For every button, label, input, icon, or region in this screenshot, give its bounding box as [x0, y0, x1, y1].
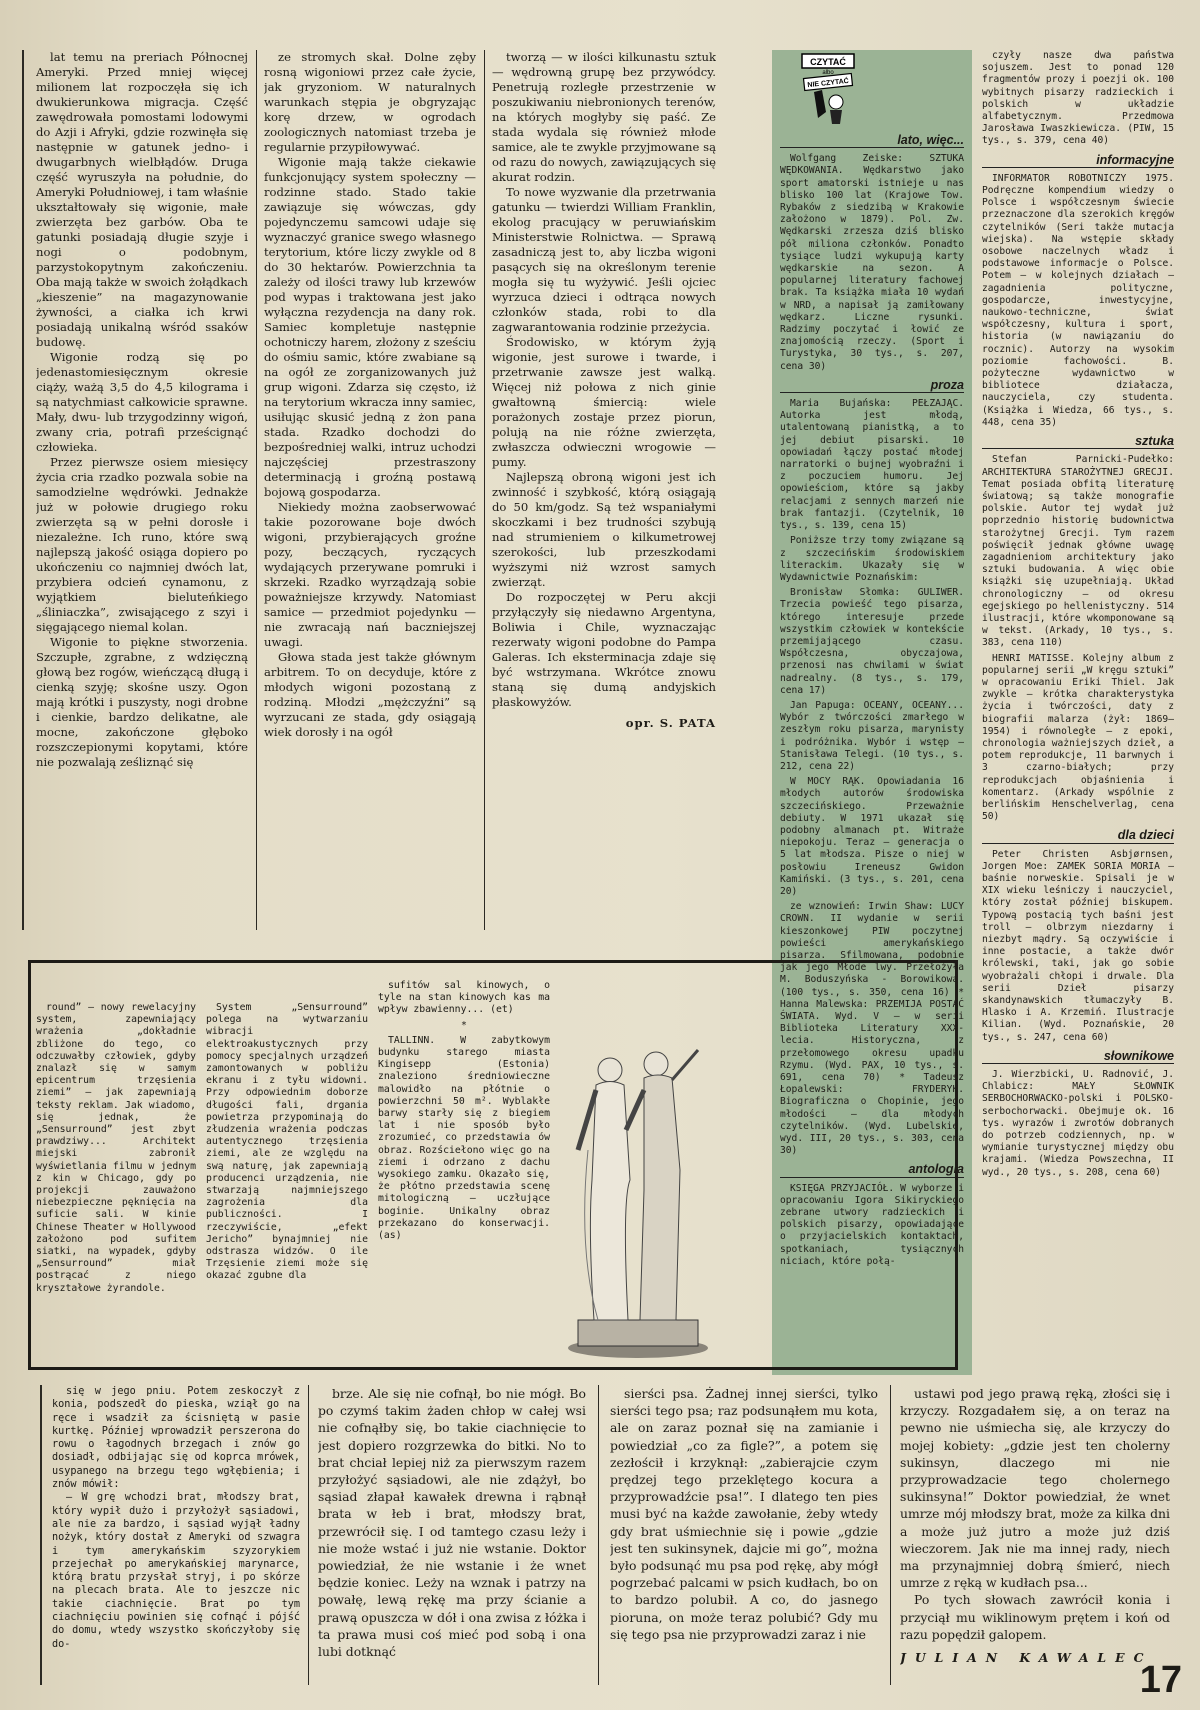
paragraph: Do rozpoczętej w Peru akcji przyłączyły się niedawno Argentyna, Boliwia i Chile, wyznaczając rezerwaty wigoni podobne do Pampa Galeras. Ich eksterminacja zdaje się być wstrzymana. Wkrótce znowu staną się dumą andyjskich płaskowyżów.	[492, 590, 716, 709]
story-column-2	[318, 1385, 586, 1685]
review-entry: Stefan Parnicki-Pudełko: ARCHITEKTURA STAROŻYTNEJ GRECJI. Temat posiada obfitą literaturę światową; są także monografie polskie. Autor tej wydał już poprzednio historię budownictwa starożytnej Grecji. Tym razem poświęcił jednak główne uwagę zagadnieniom architektury jako sztuki budowania. A więc obie książki się uzupełniają. Układ chronologiczny — od okresu egejskiego po hellenistyczny. 514 ilustracji, które wkomponowane są w tekst. (Arkady, 10 tys., s. 383, cena 110)	[982, 454, 1174, 649]
section-heading: informacyjne	[982, 154, 1174, 168]
section-heading: antologia	[780, 1163, 964, 1177]
paragraph: Środowisko, w którym żyją wigonie, jest surowe i twarde, i przetrwanie zawsze jest walką. Więcej niż połowa z nich ginie gwałtowną śmiercią: wiele porażonych zostaje przez piorun, polują na nie różne zwierzęta, zwłaszcza odwieczni wrogowie — pumy.	[492, 335, 716, 469]
review-entry: czyły nasze dwa państwa sojuszem. Jest to ponad 120 fragmentów prozy i poezji ok. 100 wybitnych pisarzy radzieckich i polskich w układzie alfabetycznym. Przedmowa Jarosława Iwaszkiewicza. (PIW, 15 tys., s. 379, cena 40)	[982, 50, 1174, 147]
paragraph: To nowe wyzwanie dla przetrwania gatunku — twierdzi William Franklin, ekolog pracujący w peruwiańskim Ministerstwie Rolnictwa. — Sprawą zasadniczą jest to, aby liczba wigoni pasących się na określonym terenie mogła się tu wyżywić. Jeśli ojciec wyrzuca dzieci i odtrąca nowych członków stada, robi to dla zagwarantowania rodzinie przeżycia.	[492, 185, 716, 334]
paragraph: się w jego pniu. Potem zeskoczył z konia, podszedł do pieska, wziął go na ręce i wsadził za ścisniętą w pasie kurtkę. Później wprowadził perszerona do rowu o łagodnych brzegach i znów go dosiadł, odbijając się od koprca mrówek, usypanego na brzegu tego wgłębienia; i znów mówił:	[52, 1386, 300, 1491]
review-entry: KSIĘGA PRZYJACIÓŁ. W wyborze i opracowaniu Igora Sikiryckiego zebrane utwory radzieckich i polskich pisarzy, opowiadające o przyjacielskich kontaktach, spotkaniach, tysiącznych niciach, które połą-	[780, 1182, 964, 1267]
column-rule	[890, 1385, 891, 1685]
column-rule	[308, 1385, 309, 1685]
review-entry: ze wznowień: Irwin Shaw: LUCY CROWN. II wydanie w serii kieszonkowej PIW poczytnej powieści amerykańskiego pisarza. Sfilmowana, podobnie jak jego Młode lwy. Przełożyła M. Boduszyńska - Borowikowa. (100 tys., s. 350, cena 16) * Hanna Malewska: PRZEMIJA POSTAĆ ŚWIATA. Wyd. V — w serii Biblioteka Literatury XXX-lecia. Historyczna, z przełomowego okresu upadku Rzymu. (Wyd. PAX, 10 tys., s. 691, cena 70) * Tadeusz Łopalewski: FRYDERYK. Biograficzna o Chopinie, jego młodości — dla młodych czytelników. (Wyd. Lubelskie, wyd. III, 20 tys., s. 303, cena 30)	[780, 901, 964, 1157]
review-entry: Poniższe trzy tomy związane są z szczecińskim środowiskiem literackim. Ukazały się w Wydawnictwie Poznańskim:	[780, 535, 964, 583]
column-rule	[22, 50, 24, 930]
paragraph: Niekiedy można zaobserwować takie pozorowane boje dwóch wigoni, przybierających groźne pozy, beczących, ryczących wydających przerywane pomruki i skrzeki. Rzadko wyrządzają sobie poważniejsze krzywdy. Natomiast samice — przedmiot pojedynku — nie zwracają nań baczniejszej uwagi.	[264, 500, 476, 649]
story-column-4	[900, 1385, 1170, 1675]
section-heading: sztuka	[982, 435, 1174, 449]
review-entry: Jan Papuga: OCEANY, OCEANY... Wybór z twórczości zmarłego w zeszłym roku pisarza, marynisty i podróżnika. Wybór i wstęp — Stanisława Telegi. (10 tys., s. 212, cena 22)	[780, 699, 964, 772]
story-column-1	[52, 1385, 300, 1685]
column-rule	[40, 1385, 42, 1685]
czytac-logo	[800, 52, 856, 126]
section-heading: lato, więc...	[780, 134, 964, 148]
column-rule	[256, 50, 257, 930]
paragraph: Po tych słowach zawrócił konia i przyciął mu wiklinowym prętem i koń od razu popędził galopem.	[900, 1592, 1170, 1642]
paragraph: Wigonie to piękne stworzenia. Szczupłe, zgrabne, z wdzięczną głową bez rogów, wieńczącą długą i cienką szyję; skośne uszy. Ogon mają krótki i puszysty, nogi drobne i cienkie, bardzo delikatne, ale mocne, zakończone głęboko rozszczepionymi kopytami, które nie pozwalają ześliznąć się	[36, 635, 248, 769]
section-heading: proza	[780, 379, 964, 393]
column-rule	[598, 1385, 599, 1685]
paragraph: Najlepszą obroną wigoni jest ich zwinność i szybkość, którą osiągają do 50 km/godz. Są też wspaniałymi skoczkami i bez trudności szybują nad strumieniem o kilkumetrowej szerokości, lub przeszkodami wyższymi niż wzrost samych zwierząt.	[492, 470, 716, 589]
article-column-3	[492, 50, 716, 935]
paragraph: sierści psa. Żadnej innej sierści, tylko sierści tego psa; raz podsunąłem mu kota, ale on zaraz poznał się na zamianie i powiedział „co za figle?”, a potem się zezłościł i krzyknął: „zabierajcie czym prędzej tego przeklętego kocura a przyprowadźcie psa!”. I dlatego ten pies musi być na każde zawołanie, żeby wtedy gdy brat uśmiechnie się i powie „gdzie jest ten sukinsynek, dajcie mi go”, można było podsunąć mu psa pod rękę, aby mógł pogrzebać palcami w psich kudłach, bo on to bardzo polubił. A co, do jasnego pioruna, on może teraz polubić? Gdy mu się tego psa nie przyprowadzi zaraz i nie	[610, 1386, 878, 1642]
paragraph: tworzą — w ilości kilkunastu sztuk — wędrowną grupę bez przywódcy. Penetrują rozległe przestrzenie w poszukiwaniu niebronionych terenów, na których mogłyby się paść. Ze stada wydala się również młode samice, ale te zwykle przyjmowane są od razu do nowych, zawiązujących się akurat rodzin.	[492, 50, 716, 184]
page-number: 17	[1139, 1659, 1182, 1701]
review-entry: Maria Bujańska: PEŁZAJĄC. Autorka jest młodą, utalentowaną pianistką, a to jej debiut pisarski. 10 opowiadań łączy postać młodej narratorki o bujnej wyobraźni i z poczuciem humoru. Jej opowieściom, które są jakby relacjami z sennych marzeń nie brak fantazji. (Czytelnik, 10 tys., s. 139, cena 15)	[780, 398, 964, 532]
news-box-column-3: sufitów sal kinowych, o tyle na stan kinowych kas ma wpływ zbawienny... (et) * TALLINN. W zabytkowym budynku starego miasta Kingisepp (Estonia) znaleziono średniowieczne malowidło na płótnie o powierzchni 50 m². Wyblakłe barwy starły się z biegiem lat i nie sposób było zrozumieć, co przedstawia ów obraz. Rozściełono więc go na ziemi i odrzano z dachu wysokiego zamku. Okazało się, że płótno przedstawia scenę mitologiczną — uczłujące boginie. Unikalny obraz przekazano do konserwacji. (as)	[378, 980, 550, 1242]
section-heading: dla dzieci	[982, 829, 1174, 843]
svg-text:albo: albo	[822, 70, 834, 76]
article-column-2	[264, 50, 476, 935]
svg-text:CZYTAĆ: CZYTAĆ	[810, 57, 846, 67]
svg-text:NIE CZYTAĆ: NIE CZYTAĆ	[807, 77, 850, 90]
news-box-column-1: round” — nowy rewelacyjny system, zapewniający wrażenia „dokładnie zbliżone do tego, co odczuwałby człowiek, gdyby znalazł się w samym epicentrum trzęsienia ziemi” — jak zapewniają teksty reklam. Jak wiadomo, się jednak, że „Sensurround” jest zbyt prawdziwy... Architekt miejski zabronił wyświetlania filmu w jednym z kin w Chicago, gdy po projekcji zauważono niebezpieczne pęknięcia na suficie sali. W kinie Chinese Theater w Hollywood założono pod sufitem siatki, na wypadek, gdyby „Sensurround” miał postrącać z niego kryształowe żyrandole.	[36, 1002, 196, 1294]
paragraph: Przez pierwsze osiem miesięcy życia cria rzadko pozwala sobie na samodzielne wędrówki. Jednakże już w połowie drugiego roku zwierzęta są w pełni dorosłe i niezależne. Ich runo, które swą najlepszą jakość osiąga dopiero po ukończeniu co najmniej dwóch lat, przybiera odcień cynamonu, z wyjątkiem bieluteńkiego „śliniaczka”, zwisającego z szyi i sięgającego niemal kolan.	[36, 455, 248, 634]
statue-illustration	[548, 1030, 728, 1360]
paragraph: — W grę wchodzi brat, młodszy brat, który wypił dużo i przyłożył sąsiadowi, ale nie za bardzo, i sąsiad wyjął ładny nożyk, który dostał z Ameryki od szwagra i tym amerykańskim szyzorykiem przejechał po amerykańskiej marynarce, którą bratu przysłał stryj, i po skórze na plecach brata. Ale to jeszcze nic takie ciachnięcie. Brat po tym ciachnięciu powinien się cofnąć i pójść do domu, wtedy wszystko skończyłoby się do-	[52, 1492, 300, 1650]
book-reviews-column-b	[982, 50, 1174, 1370]
review-entry: Bronisław Słomka: GULIWER. Trzecia powieść tego pisarza, którego interesuje przede wszystkim człowiek w kontekście przemijającego czasu. Współczesna, obyczajowa, przenosi nas chwilami w świat nadrealny. (8 tys., s. 179, cena 17)	[780, 587, 964, 696]
paragraph: lat temu na preriach Północnej Ameryki. Przed mniej więcej milionem lat rozpoczęła się ich dwukierunkowa migracja. Część zawędrowała pomostami lodowymi do Azji i Afryki, gdzie rozwinęła się następnie w gatunek jedno- i dwugarbnych wielbłądów. Druga część wyruszyła na południe, do Ameryki Południowej, i tam właśnie ukształtowały się wigonie, małe zwierzęta bez garbów. Oba te gatunki posiadają długie szyje i nogi o podobnym, parzystokopytnym zakończeniu. Oba mają także w swoich żołądkach „kieszenie” na magazynowanie żywności, a ciałka ich krwi posiadają unikalną wśród ssaków budowę.	[36, 50, 248, 349]
news-box-column-2: System „Sensurround” polega na wytwarzaniu wibracji elektroakustycznych przy pomocy specjalnych urządzeń zamontowanych w pobliżu ekranu i z tyłu widowni. Przy odpowiednim doborze długości fali, drgania powietrza przypominają do złudzenia wrażenia podczas autentycznego trzęsienia ziemi, ale ze względu na swą naturę, jak zapewniają producenci urządzenia, nie stwarzają najmniejszego zagrożenia dla publiczności. I rzeczywiście, „efekt Jericho” bynajmniej nie odstrasza widzów. O ile Trzęsienie ziemi może się okazać zgubne dla	[206, 1002, 368, 1282]
story-signature: JULIAN KAWALEC	[900, 1650, 1153, 1666]
paragraph: Wigonie rodzą się po jedenastomiesięcznym okresie ciąży, ważą 3,5 do 4,5 kilograma i są natychmiast całkowicie sprawne. Mały, dwu- lub trzygodzinny wigoń, zwany cria, potrafi prześcignąć człowieka.	[36, 350, 248, 454]
review-entry: INFORMATOR ROBOTNICZY 1975. Podręczne kompendium wiedzy o Polsce i współczesnym świecie przeznaczone dla szerokich kręgów czytelników (Seri także mutacja wiejska). Na wstępie składy osobowe naczelnych władz i podstawowe informacje o Polsce. Potem — w kolejnych działach — zagadnienia polityczne, gospodarcze, inwestycyjne, naukowo-techniczne, świat współczesny, kultura i sport, historia (w nawiązaniu do rocznic). Autorzy na wysokim poziomie fachowości. B. pożyteczne wydawnictwo w bibliotece działacza, nauczyciela, czy studenta. (Książka i Wiedza, 66 tys., s. 448, cena 35)	[982, 172, 1174, 428]
review-entry: HENRI MATISSE. Kolejny album z popularnej serii „W kręgu sztuki” w opracowaniu Eriki Thiel. Jak zwykle — krótka charakterystyka życia i twórczości, daty z biografii malarza (żył: 1869—1954) i równoległe — z epoki, chronologia ważniejszych dzieł, a potem reprodukcje, 11 barwnych i 3 czarno-białych; przy reprodukcjach objaśnienia i komentarz. (Arkady wspólnie z berlińskim Henschelverlag, cena 50)	[982, 652, 1174, 823]
review-entry: Wolfgang Zeiske: SZTUKA WĘDKOWANIA. Wędkarstwo jako sport amatorski istnieje u nas blisko 100 lat (Krajowe Tow. Rybaków z siedzibą w Krakowie założono w 1879). Pol. Zw. Wędkarski zrzesza dziś blisko pół miliona członków. Ponadto tysiące ludzi wykupują karty wędkarskie na sezon. A popularnej literatury fachowej brak. Ta książka miała 10 wydań w NRD, a napisał ją zamiłowany wędkarz. Liczne rysunki. Radzimy poczytać i łowić ze znajomością rzeczy. (Sport i Turystyka, 30 tys., s. 207, cena 30)	[780, 153, 964, 372]
section-heading: słownikowe	[982, 1050, 1174, 1064]
paragraph: Wigonie mają także ciekawie funkcjonujący system społeczny — rodzinne stado. Stado takie zawiązuje się wówczas, gdy pojedynczemu samcowi udaje się wyznaczyć granice swego własnego terytorium, które liczy zwykle od 8 do 30 hektarów. Powierzchnia ta zależy od ilości trawy lub krzewów pod wypas i traktowana jest jako wyłączna rezydencja na dany rok. Samiec kompletuje następnie ochotniczy harem, złożony z sześciu do ośmiu samic, które zwabiane są na ogół ze zorganizowanych już grup wigoni. Zdarza się często, iż na terytorium wkracza inny samiec, usiłując skusić jedną z żon pana stada. Rzadko dochodzi do bezpośredniej walki, intruz uchodzi najczęściej przestraszony determinacją i groźną postawą bojową gospodarza.	[264, 155, 476, 499]
review-entry: W MOCY RĄK. Opowiadania 16 młodych autorów środowiska szczecińskiego. Przeważnie debiuty. W 1971 ukazał się podobny almanach pt. Witraże niepokoju. Teraz — generacja o 5 lat młodsza. Pisze o niej w posłowiu Ireneusz Gwidon Kamiński. (3 tys., s. 201, cena 20)	[780, 776, 964, 897]
story-column-3	[610, 1385, 878, 1685]
article-signature: opr. S. PATA	[625, 716, 716, 730]
paragraph: ustawi pod jego prawą ręką, złości się i krzyczy. Rozgadałem się, a on teraz na pewno nie uśmiecha się, ale krzyczy do mojej kobiety: „gdzie jest ten cholerny sukinsyn, dlaczego mi nie przyprowadzacie tego cholernego sukinsyna!” Doktor powiedział, że wnet umrze mój młodszy brat, może za kilka dni a może już jutro a może już dziś wieczorem. Jak nie ma innej rady, niech ma przynajmniej dobrą śmierć, niech umrze z ręką w kudłach psa...	[900, 1386, 1170, 1591]
paragraph: brze. Ale się nie cofnął, bo nie mógł. Bo po czymś takim żaden chłop w całej wsi nie cofnąłby się, bo takie ciachnięcie to jest dopiero rozgrzewka do bitki. No to brat chciał lepiej niż za pierwszym razem przyłożyć sąsiadowi, ale nie zdążył, bo sąsiad złapał kawałek drewna i rąbnął brata w łeb i brat, młodszy brat, przewrócił się. I od tamtego czasu leży i nie może wstać i już nie wstanie. Doktor powiedział, że nie wstanie i że wnet będzie koniec. Leży na wznak i patrzy na powałę, lewą rękę ma przy ścianie a prawą opuszcza w dół i ona zwisa z łóżka i ta prawa musi coś mieć pod sobą i ona lubi dotknąć	[318, 1386, 586, 1660]
paragraph: ze stromych skał. Dolne zęby rosną wigoniowi przez całe życie, jak gryzoniom. W naturalnych warunkach stępia je obgryzając korę drzew, w ogrodach zoologicznych natomiast trzeba je regularnie przypiłowywać.	[264, 50, 476, 154]
paragraph: Głowa stada jest także głównym arbitrem. To on decyduje, które z młodych wigoni pozostaną z rodziną. Młodzi „mężczyźni” są wyrzucani ze stada, gdy osiągają wiek dorosły i na ogół	[264, 650, 476, 739]
review-entry: J. Wierzbicki, U. Radnović, J. Chlabicz: MAŁY SŁOWNIK SERBOCHORWACKO-polski i POLSKO-serbochorwacki. Obejmuje ok. 16 tys. wyrazów i zwrotów dobranych do potrzeb codziennych, np. w wymianie turystycznej między obu krajami. (Wiedza Powszechna, II wyd., 20 tys., s. 208, cena 60)	[982, 1069, 1174, 1178]
column-rule	[484, 50, 485, 930]
review-entry: Peter Christen Asbjørnsen, Jorgen Moe: ZAMEK SORIA MORIA — baśnie norweskie. Spisali je w XIX wieku leśniczy i nauczyciel, który został później biskupem. Typową postacią tych baśni jest troll — olbrzym niezdarny i niezbyt mądry. Są oczywiście i inne postacie, a także dwór królewski, taki, jak go sobie wyobrażali chłopi i drwale. Dla serii Dzieł pisarzy skandynawskich tłumaczyły B. Hlasko i A. Krzemiń. Ilustracje Kilian. (Wyd. Poznańskie, 20 tys., s. 247, cena 60)	[982, 848, 1174, 1043]
article-column-1	[36, 50, 248, 935]
